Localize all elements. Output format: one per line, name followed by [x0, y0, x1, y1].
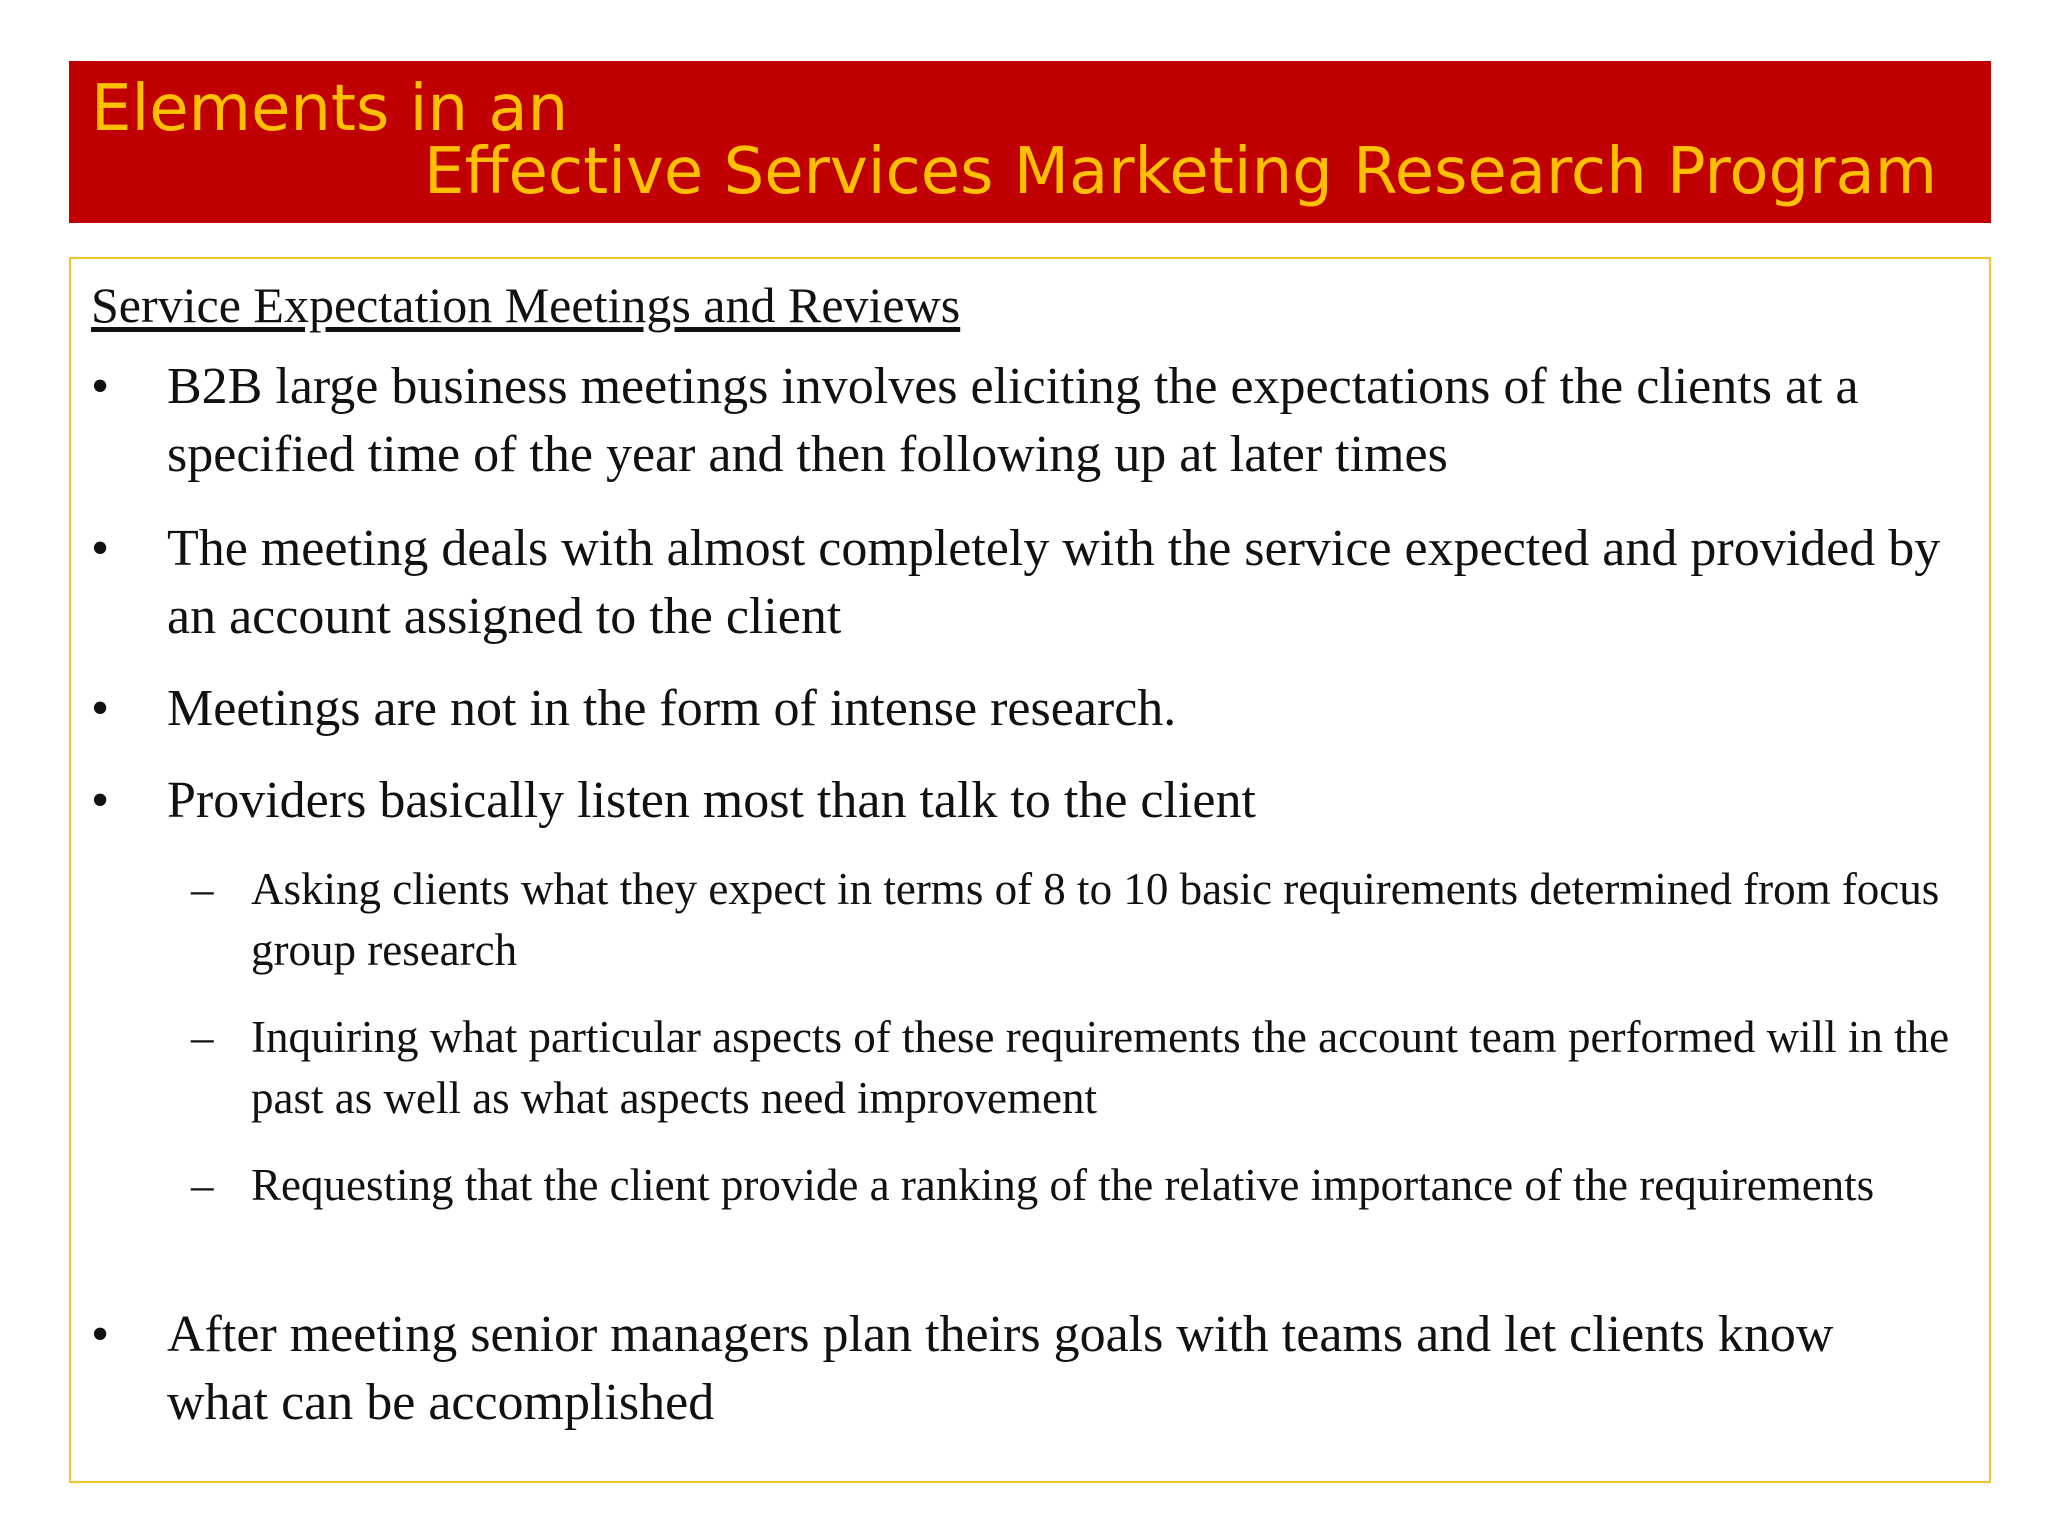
sub-bullet-marker: – — [191, 1160, 214, 1210]
sub-bullet-text: Requesting that the client provide a ranking of the relative importance of the requirements — [251, 1160, 1875, 1210]
bullet-marker: • — [91, 772, 110, 829]
slide-title-line-1: Elements in an — [91, 72, 569, 146]
bullet-marker: • — [91, 1306, 110, 1363]
section-heading: Service Expectation Meetings and Reviews — [91, 277, 961, 333]
sub-bullet-text: Inquiring what particular aspects of these requirements the account team performed will in the past as well as what aspects need improvement — [251, 1012, 1950, 1123]
bullet-marker: • — [91, 358, 110, 415]
sub-bullet-marker: – — [191, 864, 214, 914]
sub-bullet-marker: – — [191, 1012, 214, 1062]
bullet-marker: • — [91, 520, 110, 577]
bullet-text: Meetings are not in the form of intense research. — [167, 680, 1177, 737]
bullet-marker: • — [91, 680, 110, 737]
bullet-text: Providers basically listen most than talk to the client — [167, 772, 1256, 829]
bullet-text: B2B large business meetings involves eliciting the expectations of the clients at a specified time of the year and then following up at later times — [167, 358, 1859, 483]
slide-title-line-2: Effective Services Marketing Research Program — [424, 135, 1938, 209]
sub-bullet-text: Asking clients what they expect in terms of 8 to 10 basic requirements determined from focus group research — [251, 864, 1940, 975]
title-banner — [69, 61, 1991, 223]
content-box — [69, 257, 1991, 1483]
bullet-text: The meeting deals with almost completely with the service expected and provided by an account assigned to the client — [167, 520, 1941, 645]
bullet-text: After meeting senior managers plan theirs goals with teams and let clients know what can be accomplished — [167, 1306, 1834, 1431]
